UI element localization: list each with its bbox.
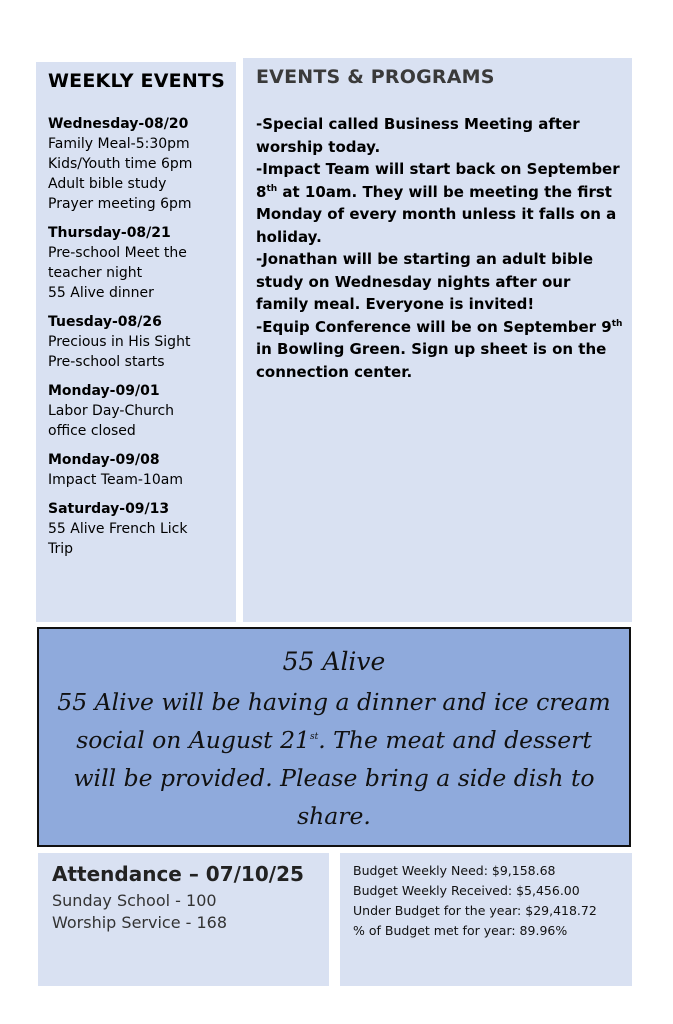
weekly-event-day	[48, 499, 236, 559]
weekly-event-detail: teacher night	[48, 265, 143, 281]
attendance-panel	[38, 853, 329, 986]
weekly-event-date: Monday-09/08	[48, 452, 160, 468]
attendance-line: Sunday School - 100	[52, 891, 217, 910]
weekly-event-date: Tuesday-08/26	[48, 314, 162, 330]
weekly-event-date: Monday-09/01	[48, 383, 160, 399]
announcement-title: 55 Alive	[282, 647, 386, 676]
attendance-line: Worship Service - 168	[52, 913, 228, 932]
weekly-event-detail: Pre-school Meet the	[48, 245, 187, 261]
weekly-events-list	[48, 114, 236, 559]
weekly-event-date: Thursday-08/21	[48, 225, 171, 241]
event-item: -Equip Conference will be on September 9th in Bowling Green. Sign up sheet is on the connection center.	[256, 317, 623, 381]
weekly-event-detail: 55 Alive dinner	[48, 285, 154, 301]
weekly-event-detail: Impact Team-10am	[48, 472, 183, 488]
weekly-event-detail: Family Meal-5:30pm	[48, 136, 190, 152]
weekly-event-detail: Adult bible study	[48, 176, 167, 192]
event-item: -Impact Team will start back on September 8th at 10am. They will be meeting the first Monday of every month unless it falls on a holiday.	[256, 160, 620, 246]
weekly-event-detail: Labor Day-Church	[48, 403, 175, 419]
weekly-event-date: Wednesday-08/20	[48, 116, 189, 132]
weekly-event-day	[48, 223, 236, 303]
budget-line: % of Budget met for year: 89.96%	[353, 923, 568, 938]
weekly-events-title: WEEKLY EVENTS	[48, 70, 225, 92]
event-item: -Special called Business Meeting after worship today.	[256, 115, 580, 156]
weekly-event-detail: office closed	[48, 423, 136, 439]
attendance-title: Attendance – 07/10/25	[52, 862, 304, 886]
weekly-event-detail: Trip	[48, 541, 74, 557]
weekly-event-day	[48, 114, 236, 214]
55-alive-announcement	[37, 627, 631, 847]
events-programs-title: EVENTS & PROGRAMS	[256, 66, 495, 88]
weekly-event-detail: Kids/Youth time 6pm	[48, 156, 193, 172]
budget-line: Budget Weekly Received: $5,456.00	[353, 883, 580, 898]
events-programs-list	[256, 113, 624, 383]
weekly-event-detail: Prayer meeting 6pm	[48, 196, 192, 212]
weekly-event-date: Saturday-09/13	[48, 501, 170, 517]
event-item: -Jonathan will be starting an adult bible study on Wednesday nights after our family meal. Everyone is invited!	[256, 250, 594, 313]
weekly-event-detail: 55 Alive French Lick	[48, 521, 188, 537]
weekly-event-day	[48, 381, 236, 441]
events-programs-panel	[243, 58, 632, 622]
weekly-event-detail: Pre-school starts	[48, 354, 165, 370]
budget-line: Under Budget for the year: $29,418.72	[353, 903, 597, 918]
budget-line: Budget Weekly Need: $9,158.68	[353, 863, 556, 878]
weekly-event-day	[48, 312, 236, 372]
weekly-event-detail: Precious in His Sight	[48, 334, 191, 350]
announcement-body: 55 Alive will be having a dinner and ice cream social on August 21st. The meat and dessert will be provided. Please bring a side dish to share.	[57, 688, 611, 830]
weekly-event-day	[48, 450, 236, 490]
budget-panel	[340, 853, 632, 986]
weekly-events-panel	[36, 62, 236, 622]
